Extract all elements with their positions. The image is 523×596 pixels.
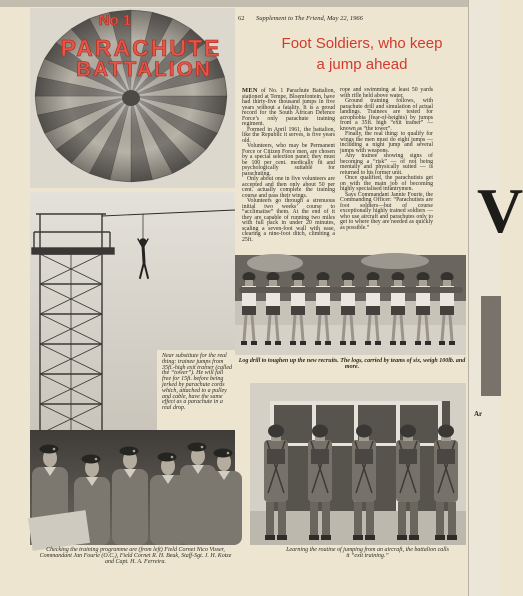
article-paragraph: Only about one in five volunteers are accepted and then only about 50 per cent. actually complete the training course and pass their wings.: [242, 176, 335, 199]
boot: [425, 341, 431, 345]
boot: [325, 341, 331, 345]
shorts: [316, 306, 330, 315]
boot: [353, 535, 363, 540]
face: [394, 280, 402, 286]
headline-line-1: Foot Soldiers, who keep: [281, 35, 443, 52]
boot: [409, 535, 419, 540]
shorts: [291, 306, 305, 315]
article-column-2: [340, 88, 433, 250]
article-paragraph: [242, 88, 335, 128]
leg: [268, 315, 270, 341]
helmet: [312, 425, 328, 438]
face: [245, 280, 253, 286]
log-drill-photo: [235, 255, 466, 355]
sky-patch: [361, 253, 429, 269]
article-paragraph: Any trainee showing signs of becoming a “risk” — of not being mentally and physically suited — is returned to his former unit.: [340, 153, 433, 176]
reserve-pack: [355, 449, 373, 464]
leg: [278, 502, 286, 536]
leg: [410, 502, 418, 536]
leg: [418, 315, 420, 341]
boot: [277, 535, 287, 540]
reserve-pack: [311, 449, 329, 464]
boot: [321, 535, 331, 540]
caption-log-drill: Log drill to toughen up the new recruits. The logs, carried by teams of six, weigh 100lb. and more.: [238, 358, 466, 370]
face: [369, 280, 377, 286]
caption-tower: Near substitute for the real thing: trainee jumps from 35ft.-high exit trainer (called the “tower”). He will fall free for 15ft. before being jerked by parachute cords which, attached to a pulley and cable, have the same effect as a parachute in a real drop.: [162, 353, 232, 412]
face: [269, 280, 277, 286]
leg: [351, 315, 353, 341]
sky-patch: [247, 254, 303, 272]
leg: [354, 502, 362, 536]
uniform: [112, 469, 148, 545]
beret-badge: [227, 452, 230, 455]
leg: [276, 315, 278, 341]
leg: [318, 315, 320, 341]
shorts: [341, 306, 355, 315]
shorts: [416, 306, 430, 315]
face: [319, 280, 327, 286]
tower-platform: [32, 248, 114, 254]
leg: [448, 502, 456, 536]
reserve-pack: [437, 449, 455, 464]
leg: [310, 502, 318, 536]
beret-badge: [53, 448, 56, 451]
boot: [350, 341, 356, 345]
shorts: [391, 306, 405, 315]
leg: [252, 315, 254, 341]
leg: [398, 502, 406, 536]
boot: [375, 341, 381, 345]
leg: [293, 315, 295, 341]
shorts: [440, 306, 454, 315]
beret: [188, 443, 207, 452]
publication-line: Supplement to The Friend, May 22, 1966: [256, 15, 363, 22]
leg: [376, 315, 378, 341]
adjacent-page-photo: [481, 296, 501, 396]
boot: [340, 341, 346, 345]
boot: [365, 341, 371, 345]
shorts: [266, 306, 280, 315]
article-paragraph: Volunteers go through a strenuous initial two weeks’ course to “acclimatise” them. At the end of it they are capable of running two miles with full pack in under 20 minutes, scaling a seven-foot wall with ease, clearing a nine-foot ditch, climbing a 25ft.: [242, 198, 335, 243]
boot: [390, 341, 396, 345]
exit-training-photo: [250, 383, 466, 545]
page-number: 62: [238, 15, 245, 22]
face: [443, 280, 451, 286]
face: [419, 280, 427, 286]
leg: [343, 315, 345, 341]
helmet: [356, 425, 372, 438]
boot: [439, 341, 445, 345]
face: [294, 280, 302, 286]
leg: [442, 315, 444, 341]
boot: [275, 341, 281, 345]
beret-badge: [133, 450, 136, 453]
leg: [366, 502, 374, 536]
boot: [435, 535, 445, 540]
masthead-battalion: BATTALION: [75, 58, 213, 81]
leg: [450, 315, 452, 341]
adjacent-page-text: Ar: [474, 410, 483, 418]
article-paragraph-text: of No. 1 Parachute Battalion, stationed at Tempe, Bloemfontein, have had thirty-five thousand jumps in five years without a fatality. It is a proud record for the South African Defence Force’s only parachute training regiment.: [242, 88, 335, 127]
training-log: [239, 287, 463, 293]
officers-photo: [30, 430, 235, 545]
beret: [82, 455, 101, 464]
beret: [214, 449, 233, 458]
reserve-pack: [267, 449, 285, 464]
adjacent-page-letter: V: [477, 175, 523, 246]
helmet: [400, 425, 416, 438]
shorts: [366, 306, 380, 315]
leg: [301, 315, 303, 341]
article-paragraph: rope and swimming at least 50 yards with rifle held above water.: [340, 87, 433, 99]
caption-exit-training: Learning the routine of jumping from an aircraft, the battalion calls it “exit training.”: [286, 547, 449, 559]
article-lead-word: MEN: [242, 87, 258, 94]
scan-top-edge: [0, 0, 500, 7]
article-paragraph: Volunteers, who may be Permanent Force or Citizen Force men, are chosen by a special selection panel; they must be 100 per cent. medically fit and psychologically suitable for parachuting.: [242, 143, 335, 177]
boot: [397, 535, 407, 540]
boot: [265, 341, 271, 345]
boot: [241, 341, 247, 345]
leg: [393, 315, 395, 341]
leg: [266, 502, 274, 536]
helmet: [438, 425, 454, 438]
leg: [426, 315, 428, 341]
canopy-vent: [122, 90, 140, 106]
beret-badge: [201, 446, 204, 449]
boot: [265, 535, 275, 540]
article-paragraph: Formed in April 1961, the battalion, like the Republic it serves, is five years old.: [242, 126, 335, 144]
boot: [365, 535, 375, 540]
leg: [322, 502, 330, 536]
headline-line-2: a jump ahead: [316, 56, 408, 73]
article-paragraph: Says Commandant Jannie Fourie, the Commanding Officer: “Parachutists are foot soldiers—but of course exceptionally highly trained soldiers — who use aircraft and parachutes only to get to where they are needed as quickly as possible.”: [340, 191, 433, 231]
leg: [244, 315, 246, 341]
beret: [120, 447, 139, 456]
article-column-1: [242, 88, 335, 250]
masthead-number: No 1: [98, 12, 132, 29]
caption-officers: Checking the training programme are (from left) Field Cornet Nico Visser, Commandant Jan Fourie (O.C.), Field Cornet R. H. Beuk, Staff-Sgt. J. H. Kotze and Capt. H. A. Ferreira.: [39, 547, 232, 565]
face: [344, 280, 352, 286]
beret: [40, 445, 59, 454]
article-paragraph: Ground training follows, with parachute drill and simulation of actual landings. Trainees are tested for acrophobia (fear-of-heights) by jumps from a 35ft. high “exit trainer” — known as “the tower”.: [340, 98, 433, 132]
article-paragraph: Once qualified, the parachutists get on with the main job of becoming highly specialised infantrymen.: [340, 175, 433, 192]
leg: [368, 315, 370, 341]
leg: [436, 502, 444, 536]
boot: [400, 341, 406, 345]
adjacent-page-edge: [468, 0, 523, 596]
masthead-parachute: PARACHUTE: [60, 35, 222, 61]
uniform: [206, 471, 242, 545]
beret: [158, 453, 177, 462]
article-paragraph: Finally, the real thing: to qualify for wings the men must do eight jumps — including a night jump and several jumps with weapons.: [340, 131, 433, 154]
boot: [315, 341, 321, 345]
reserve-pack: [399, 449, 417, 464]
leg: [401, 315, 403, 341]
boot: [415, 341, 421, 345]
beret-badge: [171, 456, 174, 459]
boot: [300, 341, 306, 345]
boot: [447, 535, 457, 540]
boot: [309, 535, 319, 540]
boot: [290, 341, 296, 345]
tower-caption-box: [157, 350, 235, 430]
boot: [449, 341, 455, 345]
leg: [326, 315, 328, 341]
boot: [251, 341, 257, 345]
beret-badge: [95, 458, 98, 461]
helmet: [268, 425, 284, 438]
shorts: [242, 306, 256, 315]
